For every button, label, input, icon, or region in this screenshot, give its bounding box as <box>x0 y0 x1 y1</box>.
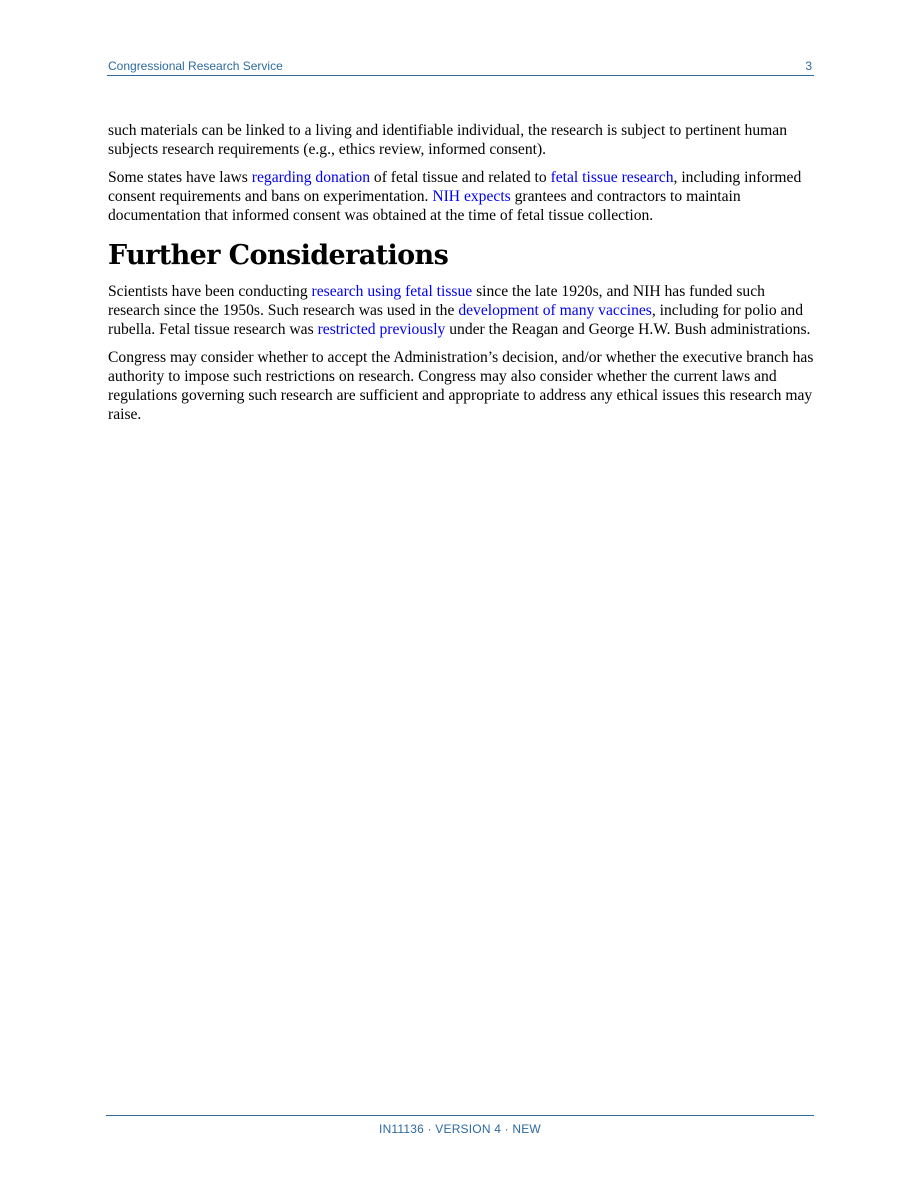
page-header <box>107 57 814 76</box>
paragraph-congress-options <box>108 348 818 424</box>
link-research-using-fetal-tissue[interactable]: research using fetal tissue <box>311 283 473 300</box>
section-heading: Further Considerations <box>108 240 449 271</box>
paragraph-history <box>108 282 818 339</box>
paragraph-text: such materials can be linked to a living and identifiable individual, the research is subject to pertinent human subjects research requirements (e.g., ethics review, informed consent). <box>108 122 787 158</box>
page-footer <box>106 1115 814 1138</box>
paragraph-text: grantees and contractors to maintain documentation that informed consent was obtained at the time of fetal tissue collection. <box>108 188 741 224</box>
link-development-of-many-vaccines[interactable]: development of many vaccines <box>458 302 652 319</box>
document-body <box>108 121 818 433</box>
paragraph-text: Some states have laws <box>108 169 252 186</box>
paragraph-state-laws <box>108 168 818 225</box>
paragraph-text: under the Reagan and George H.W. Bush administrations. <box>445 321 811 338</box>
link-regarding-donation[interactable]: regarding donation <box>251 169 370 186</box>
paragraph-text: , including informed consent requirements and bans on experimentation. <box>108 169 802 205</box>
header-page-number: 3 <box>805 59 812 73</box>
header-organization: Congressional Research Service <box>108 59 283 73</box>
paragraph-text: Scientists have been conducting <box>108 283 312 300</box>
link-restricted-previously[interactable]: restricted previously <box>317 321 446 338</box>
paragraph-text: of fetal tissue and related to <box>370 169 551 186</box>
footer-document-id: IN11136 · VERSION 4 · NEW <box>379 1122 541 1136</box>
link-fetal-tissue-research[interactable]: fetal tissue research <box>550 169 674 186</box>
paragraph-human-subjects <box>108 121 818 159</box>
link-nih-expects[interactable]: NIH expects <box>432 188 511 205</box>
paragraph-text: since the late 1920s, and NIH has funded such research since the 1950s. Such research was used in the <box>108 283 765 319</box>
paragraph-text: , including for polio and rubella. Fetal tissue research was <box>108 302 804 338</box>
paragraph-text: Congress may consider whether to accept the Administration’s decision, and/or whether the executive branch has authority to impose such restrictions on research. Congress may also consider whether the current laws and regulations governing such research are sufficient and appropriate to address any ethical issues this research may raise. <box>108 349 814 423</box>
